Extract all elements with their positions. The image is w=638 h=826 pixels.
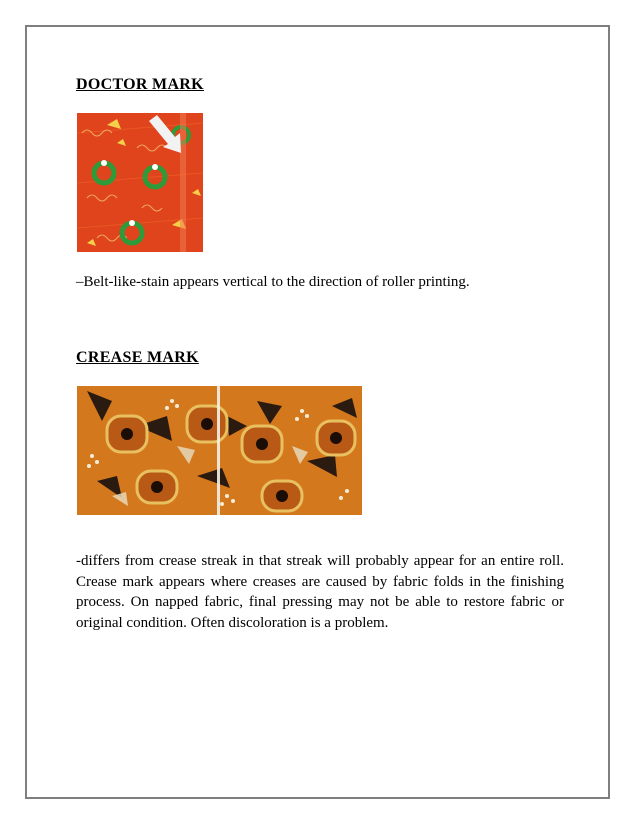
crease-mark-description: -differs from crease streak in that streak will probably appear for an entire roll. Crease mark appears where creases are caused by fabric folds in the finishing process. On napped fabric, final pressing may not be able to restore fabric or original condition. Often discoloration is a problem.: [76, 553, 564, 631]
crease-mark-image: [77, 386, 362, 515]
doctor-mark-description: –Belt-like-stain appears vertical to the direction of roller printing.: [76, 274, 470, 290]
crease-mark-heading: CREASE MARK: [76, 349, 199, 366]
doctor-mark-heading: DOCTOR MARK: [76, 76, 204, 93]
doctor-mark-image: [77, 113, 203, 252]
